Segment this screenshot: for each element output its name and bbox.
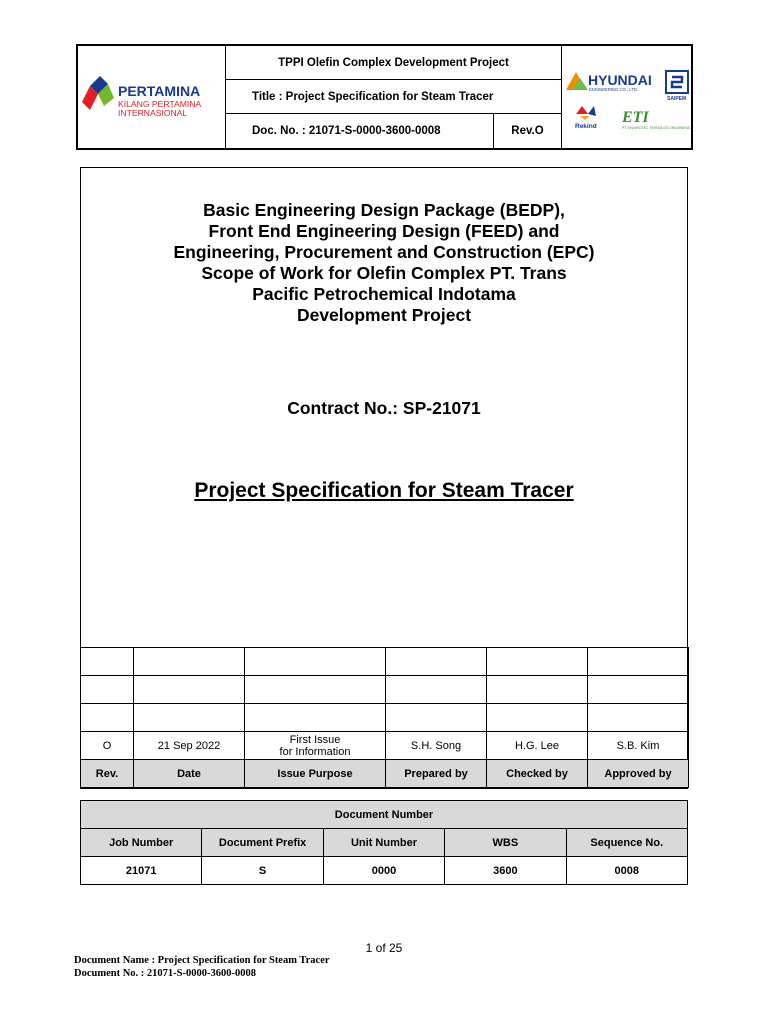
value-cell: 0000 — [323, 857, 444, 885]
page-footer — [74, 954, 330, 980]
checked-cell: H.G. Lee — [487, 732, 588, 760]
page-number: 1 of 25 — [365, 941, 403, 955]
eti-logo-text: ETI — [622, 109, 649, 126]
table-row — [81, 676, 689, 704]
contract-number: Contract No.: SP-21071 — [287, 398, 481, 418]
header-cell: Job Number — [81, 829, 202, 857]
table-row — [81, 704, 689, 732]
header-info — [226, 46, 561, 148]
value-cell: 3600 — [445, 857, 566, 885]
scope-title-line: Front End Engineering Design (FEED) and — [208, 221, 560, 241]
scope-title-line: Scope of Work for Olefin Complex PT. Trans — [201, 263, 567, 283]
document-number-table — [80, 800, 688, 885]
project-name: TPPI Olefin Complex Development Project — [226, 46, 561, 80]
value-cell: 0008 — [566, 857, 687, 885]
purpose-line: for Information — [279, 745, 351, 758]
purpose-cell — [245, 732, 386, 760]
footer-doc-number: Document No. : 21071-S-0000-3600-0008 — [74, 968, 256, 979]
header-cell: Sequence No. — [566, 829, 687, 857]
scope-title-line: Engineering, Procurement and Construction (EPC) — [173, 242, 595, 262]
pertamina-logo — [78, 46, 226, 148]
main-title: Project Specification for Steam Tracer — [194, 479, 574, 502]
header-cell: Issue Purpose — [245, 760, 386, 788]
footer-doc-name: Document Name : Project Specification for Steam Tracer — [74, 955, 330, 966]
value-cell: 21071 — [81, 857, 202, 885]
header-cell: Checked by — [487, 760, 588, 788]
doc-number-row — [226, 114, 561, 148]
table-header-row — [81, 829, 688, 857]
pertamina-sub1: KILANG PERTAMINA — [118, 99, 202, 109]
approved-cell: S.B. Kim — [588, 732, 689, 760]
scope-title-line: Basic Engineering Design Package (BEDP), — [203, 200, 565, 220]
eti-sub: PT. ENVIROTEC TEKNOLOGI INDONESIA — [622, 126, 690, 130]
scope-title — [81, 200, 687, 326]
pertamina-emblem-icon — [82, 76, 114, 110]
rekind-logo-icon — [576, 106, 596, 120]
table-row — [81, 732, 689, 760]
scope-title-line: Development Project — [296, 305, 472, 325]
rekind-logo-text: Rekind — [575, 123, 597, 130]
value-cell: S — [202, 857, 323, 885]
header-cell: Unit Number — [323, 829, 444, 857]
saipem-logo-text: SAIPEM — [667, 96, 687, 102]
purpose-line: First Issue — [289, 733, 341, 746]
table-row — [81, 857, 688, 885]
table-row — [81, 801, 688, 829]
document-title: Title : Project Specification for Steam Tracer — [226, 80, 561, 114]
date-cell: 21 Sep 2022 — [134, 732, 245, 760]
header-cell: Document Prefix — [202, 829, 323, 857]
hyundai-sub: ENGINEERING CO., LTD. — [589, 87, 639, 92]
rev-cell: O — [81, 732, 134, 760]
table-row — [81, 648, 689, 676]
header-cell: Date — [134, 760, 245, 788]
header-cell: Prepared by — [386, 760, 487, 788]
revision-table — [80, 647, 689, 788]
document-number-title: Document Number — [81, 801, 688, 829]
contractor-logos — [561, 46, 691, 148]
header-cell: WBS — [445, 829, 566, 857]
document-header — [76, 44, 693, 150]
pertamina-sub2: INTERNASIONAL — [118, 108, 188, 118]
pertamina-brand: PERTAMINA — [118, 83, 201, 99]
revision: Rev.O — [511, 125, 544, 137]
saipem-logo-icon — [666, 71, 688, 93]
hyundai-logo-icon — [566, 72, 588, 90]
doc-number: Doc. No. : 21071-S-0000-3600-0008 — [226, 114, 494, 148]
table-header-row — [81, 760, 689, 788]
hyundai-logo-text: HYUNDAI — [588, 72, 652, 88]
prepared-cell: S.H. Song — [386, 732, 487, 760]
scope-title-line: Pacific Petrochemical Indotama — [252, 284, 516, 304]
header-cell: Approved by — [588, 760, 689, 788]
header-cell: Rev. — [81, 760, 134, 788]
